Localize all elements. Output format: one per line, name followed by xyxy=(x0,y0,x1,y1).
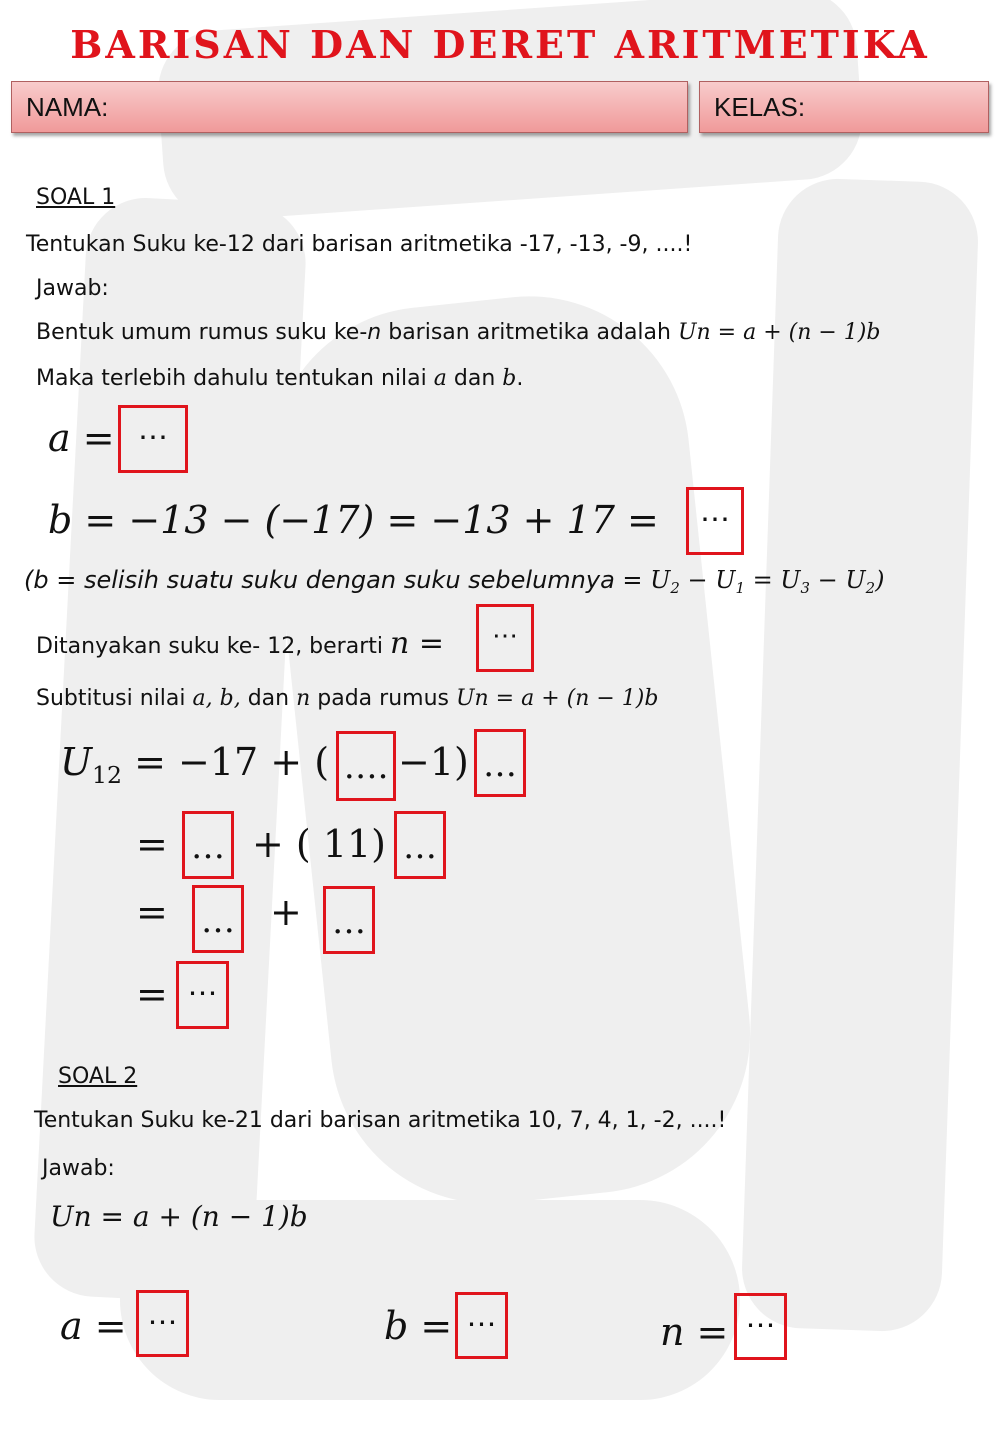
ditanya-line xyxy=(36,626,444,661)
subs-formula: Un = a + (n − 1)b xyxy=(455,686,659,711)
u12-eq: = −17 + ( xyxy=(122,740,330,784)
answer-placeholder: ⋯ xyxy=(466,1307,497,1342)
kelas-field[interactable]: KELAS: xyxy=(699,81,989,133)
u12-minus1: −1) xyxy=(398,740,469,784)
b-equation-text: b = −13 − (−17) = −13 + 17 = xyxy=(48,498,659,542)
rumus-formula: Un = a + (n − 1)b xyxy=(677,320,881,345)
answer-placeholder: ⋯ xyxy=(147,1305,178,1340)
line4-eq: = xyxy=(136,972,168,1016)
b-equation xyxy=(48,498,659,542)
answer-placeholder: … xyxy=(201,901,235,941)
note-sub: 2 xyxy=(670,579,680,598)
note-minus: − U xyxy=(810,566,866,594)
maka-a: a xyxy=(433,366,447,391)
rumus-n: n xyxy=(367,320,382,345)
line2-eq: = xyxy=(136,822,168,866)
answer-placeholder: ⋯ xyxy=(700,502,730,537)
maka-dan: dan xyxy=(446,366,503,391)
note-eq: = U xyxy=(744,566,801,594)
answer-box-line2-b[interactable] xyxy=(394,811,446,879)
nama-field[interactable]: NAMA: xyxy=(11,81,688,133)
u12-u: U xyxy=(60,740,93,784)
answer-box-b[interactable] xyxy=(686,487,744,555)
u12-equation xyxy=(60,740,329,789)
answer-box-a[interactable] xyxy=(118,405,188,473)
answer-box-u12-n[interactable] xyxy=(336,731,396,801)
subs-n: n xyxy=(296,686,311,711)
note-end: ) xyxy=(875,566,885,594)
answer-placeholder: … xyxy=(483,745,517,785)
subs-mid: pada rumus xyxy=(310,686,456,711)
soal1-heading: SOAL 1 xyxy=(36,185,116,210)
ditanya-n: n = xyxy=(390,626,444,661)
answer-box-u12-b[interactable] xyxy=(474,729,526,797)
answer-placeholder: … xyxy=(191,827,225,867)
watermark-shape xyxy=(740,177,980,1333)
rumus-text-mid: barisan aritmetika adalah xyxy=(381,320,678,345)
soal1-maka-line xyxy=(36,366,523,391)
soal2-answer-box-a[interactable] xyxy=(136,1290,189,1357)
selisih-note xyxy=(24,566,884,597)
soal2-formula: Un = a + (n − 1)b xyxy=(50,1200,308,1233)
line2-mid: + ( 11) xyxy=(252,822,387,866)
soal2-a-eq: a = xyxy=(60,1304,127,1348)
soal2-n-eq: n = xyxy=(660,1310,729,1354)
answer-placeholder: … xyxy=(332,902,366,942)
soal2-answer-box-n[interactable] xyxy=(734,1293,787,1360)
answer-placeholder: ⋯ xyxy=(492,621,518,651)
answer-box-n[interactable] xyxy=(476,604,534,672)
subs-dan: dan xyxy=(240,686,297,711)
soal1-jawab: Jawab: xyxy=(36,276,109,301)
subs-vars: a, b, xyxy=(192,686,241,711)
subtitusi-line xyxy=(36,686,658,711)
soal2-question: Tentukan Suku ke-21 dari barisan aritmetika 10, 7, 4, 1, -2, ....! xyxy=(34,1108,727,1133)
ditanya-text: Ditanyakan suku ke- 12, berarti xyxy=(36,634,390,659)
note-u: U xyxy=(650,566,671,594)
answer-box-line2-a[interactable] xyxy=(182,811,234,879)
answer-box-line3-b[interactable] xyxy=(323,886,375,954)
soal2-jawab: Jawab: xyxy=(42,1156,115,1181)
note-sub: 3 xyxy=(800,579,810,598)
maka-text: Maka terlebih dahulu tentukan nilai xyxy=(36,366,434,391)
answer-placeholder: ⋯ xyxy=(745,1308,776,1343)
answer-placeholder: … xyxy=(403,827,437,867)
note-sub: 1 xyxy=(735,579,745,598)
soal2-b-eq: b = xyxy=(384,1304,453,1348)
page-title: BARISAN DAN DERET ARITMETIKA xyxy=(70,22,930,67)
answer-placeholder: …. xyxy=(343,747,389,787)
answer-box-line3-a[interactable] xyxy=(192,885,244,953)
soal2-answer-box-b[interactable] xyxy=(455,1292,508,1359)
maka-end: . xyxy=(516,366,524,391)
line3-eq: = xyxy=(136,890,168,934)
soal2-heading: SOAL 2 xyxy=(58,1064,138,1089)
note-text: (b = selisih suatu suku dengan suku sebelumnya = xyxy=(24,566,651,594)
subs-text: Subtitusi nilai xyxy=(36,686,193,711)
answer-box-u12-result[interactable] xyxy=(176,961,229,1029)
a-equation: a = xyxy=(48,416,115,460)
maka-b: b xyxy=(502,366,517,391)
soal1-question: Tentukan Suku ke-12 dari barisan aritmetika -17, -13, -9, ....! xyxy=(26,232,693,257)
note-sub: 2 xyxy=(865,579,876,598)
soal1-rumus-line xyxy=(36,320,880,345)
note-minus: − U xyxy=(679,566,736,594)
rumus-text-pre: Bentuk umum rumus suku ke- xyxy=(36,320,368,345)
line3-plus: + xyxy=(270,890,302,934)
answer-placeholder: ⋯ xyxy=(138,420,168,455)
u12-sub: 12 xyxy=(92,761,122,790)
answer-placeholder: ⋯ xyxy=(187,976,218,1011)
